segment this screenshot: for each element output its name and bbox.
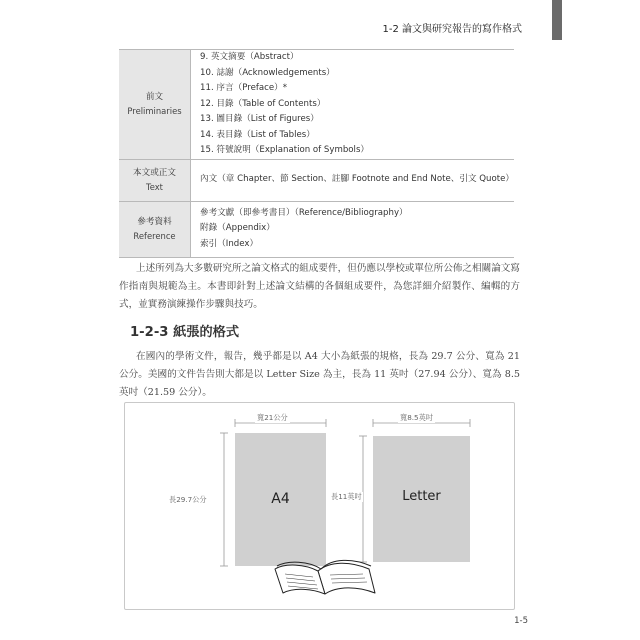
paper-size-figure bbox=[124, 402, 515, 610]
list-item: 11. 序言（Preface）* bbox=[200, 83, 288, 93]
list-item: 12. 目錄（Table of Contents） bbox=[200, 98, 326, 109]
letter-height-label: 長11英吋 bbox=[331, 492, 362, 501]
list-item: 10. 誌謝（Acknowledgements） bbox=[200, 67, 335, 78]
list-item: 內文（章 Chapter、節 Section、註腳 Footnote and End Note、引文 Quote） bbox=[200, 174, 514, 185]
table-row bbox=[119, 201, 514, 257]
category-cell bbox=[119, 201, 191, 257]
items-cell bbox=[191, 159, 514, 201]
list-item: 附錄（Appendix） bbox=[200, 223, 275, 234]
category-zh: 參考資料 bbox=[137, 217, 172, 227]
category-zh: 本文或正文 bbox=[133, 168, 176, 178]
thesis-components-table bbox=[119, 49, 514, 258]
category-cell bbox=[119, 50, 191, 160]
category-zh: 前文 bbox=[145, 92, 164, 103]
page-number: 1-5 bbox=[514, 616, 528, 626]
list-item: 9. 英文摘要（Abstract） bbox=[200, 52, 299, 62]
list-item: 索引（Index） bbox=[200, 238, 259, 249]
category-cell bbox=[119, 159, 191, 201]
open-book-icon bbox=[125, 403, 516, 611]
table-row bbox=[119, 50, 514, 160]
category-en: Text bbox=[146, 182, 163, 192]
chapter-side-tab bbox=[552, 0, 562, 40]
a4-width-label: 寬21公分 bbox=[257, 413, 288, 422]
body-paragraph: 在國內的學術文件，報告，幾乎都是以 A4 大小為紙張的規格，長為 29.7 公分、寬為 21 公分。美國的文件告告則大都是以 Letter Size 為主，長為 11 英吋（27.94 公分）、寬為 8.5 英吋（21.59 公分）。 bbox=[119, 351, 520, 398]
letter-label: Letter bbox=[402, 489, 441, 504]
items-cell bbox=[191, 201, 514, 257]
list-item: 參考文獻（即參考書目）（Reference/Bibliography） bbox=[200, 207, 408, 218]
list-item: 15. 符號說明（Explanation of Symbols） bbox=[200, 145, 370, 155]
section-heading: 1-2-3 紙張的格式 bbox=[130, 325, 240, 340]
items-cell bbox=[191, 50, 514, 160]
body-paragraph: 上述所列為大多數研究所之論文格式的組成要件，但仍應以學校或單位所公佈之相關論文寫作指南與規範為主。本書即針對上述論文結構的各個組成要件，為您詳細介紹製作、編輯的方式，並實務演練操作步驟與技巧。 bbox=[119, 263, 520, 310]
list-item: 14. 表目錄（List of Tables） bbox=[200, 129, 315, 140]
category-en: Reference bbox=[133, 231, 176, 241]
table-row bbox=[119, 159, 514, 201]
running-head: 1-2 論文與研究報告的寫作格式 bbox=[382, 24, 522, 35]
a4-label: A4 bbox=[271, 491, 290, 507]
list-item: 13. 圖目錄（List of Figures） bbox=[200, 114, 319, 124]
letter-width-label: 寬8.5英吋 bbox=[400, 413, 433, 422]
a4-height-label: 長29.7公分 bbox=[169, 495, 207, 504]
category-en: Preliminaries bbox=[127, 106, 182, 117]
